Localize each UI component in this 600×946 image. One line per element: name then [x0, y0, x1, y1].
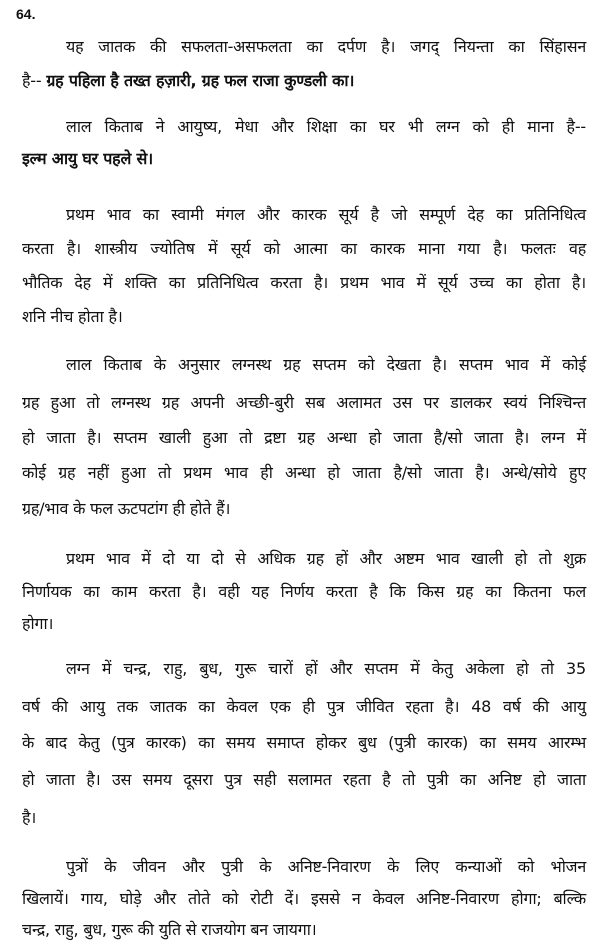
text-fragment: है-- — [22, 71, 42, 90]
text-line: हो जाता है। सप्तम खाली हुआ तो द्रष्टा ग्रह अन्धा हो जाता है/सो जाता है। लग्न में — [22, 428, 586, 447]
text-line: शनि नीच होता है। — [22, 307, 123, 326]
text-line — [22, 70, 586, 92]
bold-quote: ग्रह पहिला है तख्त हज़ारी, ग्रह फल राजा कुण्डली का। — [46, 71, 355, 90]
text-line: है। — [22, 808, 37, 827]
text-line: चन्द्र, राहु, बुध, गुरू की युति से राजयोग बन जायगा। — [22, 920, 317, 939]
text-line: के बाद केतु (पुत्र कारक) का समय समाप्त होकर बुध (पुत्री कारक) का समय आरम्भ — [22, 733, 586, 752]
text-line: लग्न में चन्द्र, राहु, बुध, गुरू चारों हों और सप्तम में केतु अकेला हो तो 35 — [66, 659, 586, 678]
text-line: प्रथम भाव का स्वामी मंगल और कारक सूर्य है जो सम्पूर्ण देह का प्रतिनिधित्व — [66, 205, 586, 224]
text-line: हो जाता है। उस समय दूसरा पुत्र सही सलामत रहता है तो पुत्री का अनिष्ट हो जाता — [22, 770, 586, 789]
bold-quote: इल्म आयु घर पहले से। — [22, 149, 153, 168]
text-line: लाल किताब ने आयुष्य, मेधा और शिक्षा का घर भी लग्न को ही माना है-- — [66, 117, 586, 136]
text-line: ग्रह/भाव के फल ऊटपटांग ही होते हैं। — [22, 499, 231, 518]
text-line: खिलायें। गाय, घोड़े और तोते को रोटी दें। इससे न केवल अनिष्ट-निवारण होगा; बल्कि — [22, 889, 586, 908]
text-line: भौतिक देह में शक्ति का प्रतिनिधित्व करता है। प्रथम भाव में सूर्य उच्च का होता है। — [22, 273, 586, 292]
page-number: 64. — [16, 6, 36, 22]
text-line: प्रथम भाव में दो या दो से अधिक ग्रह हों और अष्टम भाव खाली हो तो शुक्र — [66, 549, 586, 568]
text-line: पुत्रों के जीवन और पुत्री के अनिष्ट-निवारण के लिए कन्याओं को भोजन — [66, 857, 586, 876]
text-line: यह जातक की सफलता-असफलता का दर्पण है। जगद् नियन्ता का सिंहासन — [66, 37, 586, 56]
text-line: होगा। — [22, 614, 54, 633]
text-line: वर्ष की आयु तक जातक का केवल एक ही पुत्र जीवित रहता है। 48 वर्ष की आयु — [22, 697, 586, 716]
text-line: लाल किताब के अनुसार लग्नस्थ ग्रह सप्तम को देखता है। सप्तम भाव में कोई — [66, 355, 586, 374]
text-line: ग्रह हुआ तो लग्नस्थ ग्रह अपनी अच्छी-बुरी सब अलामत उस पर डालकर स्वयं निश्चिन्त — [22, 393, 586, 412]
text-line: कोई ग्रह नहीं हुआ तो प्रथम भाव ही अन्धा हो जाता है/सो जाता है। अन्धे/सोये हुए — [22, 463, 586, 482]
text-line: निर्णायक का काम करता है। वही यह निर्णय करता है कि किस ग्रह का कितना फल — [22, 582, 586, 601]
text-line: करता है। शास्त्रीय ज्योतिष में सूर्य को आत्मा का कारक माना गया है। फलतः वह — [22, 239, 586, 258]
